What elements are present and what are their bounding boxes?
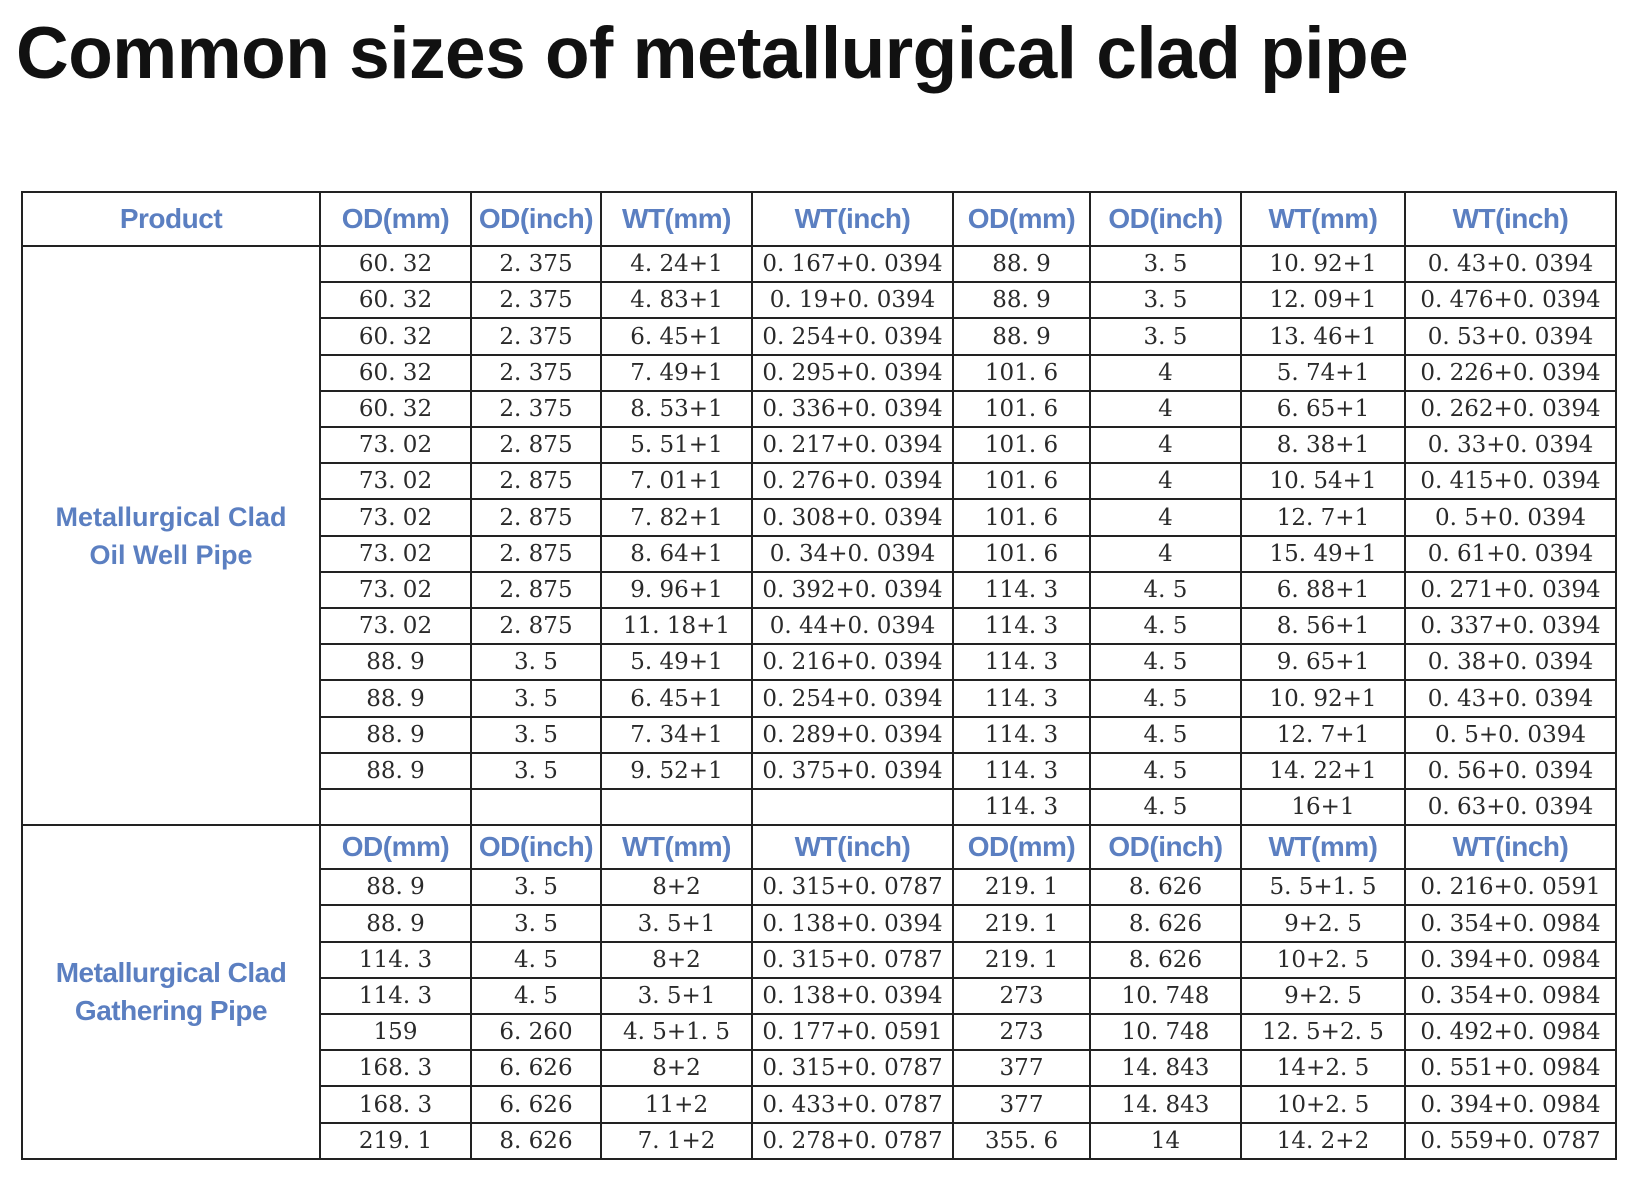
table-cell: 16+1	[1241, 789, 1405, 825]
table-cell: 0. 5+0. 0394	[1405, 499, 1616, 535]
table-cell: 8. 56+1	[1241, 608, 1405, 644]
table-cell: 10+2. 5	[1241, 1086, 1405, 1122]
column-header: OD(mm)	[953, 192, 1090, 246]
table-cell: 8+2	[601, 1050, 752, 1086]
table-cell: 10. 748	[1090, 978, 1241, 1014]
table-cell: 4	[1090, 499, 1241, 535]
table-cell: 8. 626	[1090, 905, 1241, 941]
table-cell: 4. 5	[1090, 717, 1241, 753]
table-cell: 12. 7+1	[1241, 499, 1405, 535]
column-header: WT(inch)	[752, 825, 953, 869]
table-cell: 14	[1090, 1123, 1241, 1159]
table-cell: 114. 3	[953, 572, 1090, 608]
table-cell: 0. 167+0. 0394	[752, 246, 953, 282]
table-cell: 4. 5	[1090, 572, 1241, 608]
table-cell: 6. 626	[471, 1086, 601, 1122]
table-cell: 159	[320, 1014, 471, 1050]
table-cell: 60. 32	[320, 246, 471, 282]
table-cell: 114. 3	[320, 942, 471, 978]
table-cell: 73. 02	[320, 499, 471, 535]
table-cell: 114. 3	[953, 789, 1090, 825]
table-cell: 219. 1	[953, 905, 1090, 941]
table-cell: 2. 375	[471, 355, 601, 391]
table-cell: 0. 216+0. 0394	[752, 644, 953, 680]
header-row	[22, 192, 1616, 246]
table-cell: 4. 5	[471, 942, 601, 978]
table-cell: 219. 1	[320, 1123, 471, 1159]
table-cell: 0. 433+0. 0787	[752, 1086, 953, 1122]
table-cell: 14. 843	[1090, 1086, 1241, 1122]
table-cell: 0. 308+0. 0394	[752, 499, 953, 535]
table-cell: 7. 1+2	[601, 1123, 752, 1159]
table-cell: 73. 02	[320, 463, 471, 499]
table-cell: 0. 276+0. 0394	[752, 463, 953, 499]
table-cell: 0. 295+0. 0394	[752, 355, 953, 391]
table-cell: 114. 3	[320, 978, 471, 1014]
table-cell: 4. 24+1	[601, 246, 752, 282]
table-cell: 14. 22+1	[1241, 753, 1405, 789]
table-cell: 7. 01+1	[601, 463, 752, 499]
table-cell: 60. 32	[320, 391, 471, 427]
table-cell: 88. 9	[320, 644, 471, 680]
table-body	[22, 192, 1616, 1159]
table-cell: 101. 6	[953, 463, 1090, 499]
table-cell: 0. 315+0. 0787	[752, 942, 953, 978]
table-cell: 0. 354+0. 0984	[1405, 905, 1616, 941]
table-cell: 5. 51+1	[601, 427, 752, 463]
table-row	[22, 246, 1616, 282]
table-cell: 273	[953, 1014, 1090, 1050]
column-header: WT(inch)	[1405, 192, 1616, 246]
product-name-line: Metallurgical Clad	[55, 501, 287, 532]
table-cell	[320, 789, 471, 825]
table-cell: 0. 44+0. 0394	[752, 608, 953, 644]
table-cell: 0. 63+0. 0394	[1405, 789, 1616, 825]
table-cell: 14. 2+2	[1241, 1123, 1405, 1159]
page-title: Common sizes of metallurgical clad pipe	[16, 13, 1409, 94]
table-cell: 3. 5	[471, 680, 601, 716]
table-cell: 73. 02	[320, 572, 471, 608]
table-cell: 0. 53+0. 0394	[1405, 318, 1616, 354]
table-cell: 6. 65+1	[1241, 391, 1405, 427]
table-cell: 4	[1090, 427, 1241, 463]
table-cell: 2. 375	[471, 246, 601, 282]
table-cell: 0. 138+0. 0394	[752, 905, 953, 941]
table-cell: 9+2. 5	[1241, 978, 1405, 1014]
table-cell: 4. 5	[471, 978, 601, 1014]
table-cell: 0. 392+0. 0394	[752, 572, 953, 608]
product-name-line: Gathering Pipe	[74, 995, 268, 1027]
table-cell: 6. 45+1	[601, 680, 752, 716]
table-cell: 9. 65+1	[1241, 644, 1405, 680]
table-cell: 0. 33+0. 0394	[1405, 427, 1616, 463]
table-cell: 10. 54+1	[1241, 463, 1405, 499]
table-cell: 355. 6	[953, 1123, 1090, 1159]
column-header: WT(mm)	[601, 825, 752, 869]
table-cell: 0. 34+0. 0394	[752, 536, 953, 572]
product-header: Product	[22, 192, 320, 246]
column-header: OD(inch)	[1090, 192, 1241, 246]
table-cell: 0. 278+0. 0787	[752, 1123, 953, 1159]
table-cell: 101. 6	[953, 427, 1090, 463]
table-cell: 73. 02	[320, 608, 471, 644]
table-cell: 0. 262+0. 0394	[1405, 391, 1616, 427]
table-cell: 5. 5+1. 5	[1241, 869, 1405, 905]
table-cell: 10. 92+1	[1241, 246, 1405, 282]
table-cell: 0. 551+0. 0984	[1405, 1050, 1616, 1086]
table-cell: 88. 9	[953, 246, 1090, 282]
table-cell: 10. 748	[1090, 1014, 1241, 1050]
table-cell: 0. 337+0. 0394	[1405, 608, 1616, 644]
table-cell: 2. 875	[471, 427, 601, 463]
table-cell: 219. 1	[953, 942, 1090, 978]
table-cell	[601, 789, 752, 825]
table-cell: 2. 875	[471, 499, 601, 535]
table-cell: 0. 177+0. 0591	[752, 1014, 953, 1050]
column-header: WT(mm)	[601, 192, 752, 246]
table-cell: 5. 74+1	[1241, 355, 1405, 391]
pipe-size-table	[21, 191, 1617, 1160]
table-cell	[752, 789, 953, 825]
table-cell: 2. 875	[471, 608, 601, 644]
table-cell: 73. 02	[320, 427, 471, 463]
table-cell: 3. 5	[471, 644, 601, 680]
table-cell: 3. 5+1	[601, 978, 752, 1014]
table-cell: 0. 43+0. 0394	[1405, 680, 1616, 716]
column-header: WT(inch)	[1405, 825, 1616, 869]
table-cell: 60. 32	[320, 282, 471, 318]
column-header: OD(inch)	[1090, 825, 1241, 869]
table-cell: 13. 46+1	[1241, 318, 1405, 354]
table-cell: 2. 375	[471, 318, 601, 354]
header-row	[22, 825, 1616, 869]
table-cell: 114. 3	[953, 608, 1090, 644]
table-cell: 0. 559+0. 0787	[1405, 1123, 1616, 1159]
table-cell: 4. 5	[1090, 753, 1241, 789]
table-cell: 8. 626	[471, 1123, 601, 1159]
table-cell: 377	[953, 1086, 1090, 1122]
table-cell: 60. 32	[320, 318, 471, 354]
table-cell: 0. 254+0. 0394	[752, 318, 953, 354]
table-cell: 0. 217+0. 0394	[752, 427, 953, 463]
table-cell: 4. 5+1. 5	[601, 1014, 752, 1050]
table-cell: 0. 56+0. 0394	[1405, 753, 1616, 789]
table-cell: 273	[953, 978, 1090, 1014]
product-name-line: Oil Well Pipe	[89, 539, 253, 570]
table-cell: 10+2. 5	[1241, 942, 1405, 978]
table-cell: 88. 9	[320, 717, 471, 753]
table-cell: 4. 5	[1090, 644, 1241, 680]
table-cell: 88. 9	[320, 869, 471, 905]
table-cell: 114. 3	[953, 753, 1090, 789]
table-cell: 2. 375	[471, 391, 601, 427]
table-cell: 168. 3	[320, 1050, 471, 1086]
table-cell: 0. 415+0. 0394	[1405, 463, 1616, 499]
table-cell: 3. 5	[471, 869, 601, 905]
table-cell: 3. 5	[471, 717, 601, 753]
table-cell: 0. 315+0. 0787	[752, 869, 953, 905]
table-cell: 8. 53+1	[601, 391, 752, 427]
table-cell: 2. 875	[471, 572, 601, 608]
table-cell: 0. 226+0. 0394	[1405, 355, 1616, 391]
table-cell: 88. 9	[320, 905, 471, 941]
table-cell: 88. 9	[320, 680, 471, 716]
column-header: OD(inch)	[471, 825, 601, 869]
table-cell: 12. 09+1	[1241, 282, 1405, 318]
table-cell: 3. 5	[471, 905, 601, 941]
column-header: WT(mm)	[1241, 825, 1405, 869]
table-cell: 0. 336+0. 0394	[752, 391, 953, 427]
table-cell: 12. 7+1	[1241, 717, 1405, 753]
table-cell: 9+2. 5	[1241, 905, 1405, 941]
table-cell: 5. 49+1	[601, 644, 752, 680]
table-cell: 8. 64+1	[601, 536, 752, 572]
table-cell: 168. 3	[320, 1086, 471, 1122]
table-cell: 88. 9	[320, 753, 471, 789]
table-cell: 101. 6	[953, 355, 1090, 391]
table-cell: 0. 315+0. 0787	[752, 1050, 953, 1086]
table-cell: 3. 5	[1090, 318, 1241, 354]
table-cell: 4	[1090, 536, 1241, 572]
table-cell: 0. 476+0. 0394	[1405, 282, 1616, 318]
table-cell: 7. 82+1	[601, 499, 752, 535]
table-cell: 15. 49+1	[1241, 536, 1405, 572]
product-name-line: Metallurgical Clad	[55, 957, 287, 989]
table-cell: 4. 83+1	[601, 282, 752, 318]
table-cell: 0. 394+0. 0984	[1405, 942, 1616, 978]
table-cell: 4. 5	[1090, 789, 1241, 825]
table-cell: 4	[1090, 355, 1241, 391]
table-cell: 0. 271+0. 0394	[1405, 572, 1616, 608]
table-cell: 2. 375	[471, 282, 601, 318]
table-cell: 4	[1090, 391, 1241, 427]
table-cell: 0. 38+0. 0394	[1405, 644, 1616, 680]
table-cell: 0. 5+0. 0394	[1405, 717, 1616, 753]
table-cell: 4	[1090, 463, 1241, 499]
table-cell: 4. 5	[1090, 680, 1241, 716]
table-cell: 60. 32	[320, 355, 471, 391]
table-cell: 3. 5	[1090, 282, 1241, 318]
table-cell: 9. 96+1	[601, 572, 752, 608]
table-cell: 4. 5	[1090, 608, 1241, 644]
table-cell: 114. 3	[953, 644, 1090, 680]
table-cell: 8. 626	[1090, 869, 1241, 905]
column-header: WT(inch)	[752, 192, 953, 246]
table-cell: 0. 254+0. 0394	[752, 680, 953, 716]
table-cell: 101. 6	[953, 499, 1090, 535]
table-cell: 6. 626	[471, 1050, 601, 1086]
table-cell: 7. 49+1	[601, 355, 752, 391]
table-cell: 8+2	[601, 869, 752, 905]
table-cell: 377	[953, 1050, 1090, 1086]
table-cell: 219. 1	[953, 869, 1090, 905]
table-cell: 8. 38+1	[1241, 427, 1405, 463]
table-cell: 11. 18+1	[601, 608, 752, 644]
table-cell: 2. 875	[471, 536, 601, 572]
table-cell: 88. 9	[953, 282, 1090, 318]
column-header: WT(mm)	[1241, 192, 1405, 246]
table-cell: 0. 43+0. 0394	[1405, 246, 1616, 282]
table-cell: 14+2. 5	[1241, 1050, 1405, 1086]
product-name-cell	[22, 246, 320, 825]
column-header: OD(mm)	[320, 192, 471, 246]
table-cell: 0. 61+0. 0394	[1405, 536, 1616, 572]
product-name-cell	[22, 825, 320, 1159]
table-cell: 88. 9	[953, 318, 1090, 354]
column-header: OD(mm)	[953, 825, 1090, 869]
table-cell: 7. 34+1	[601, 717, 752, 753]
table-cell: 0. 375+0. 0394	[752, 753, 953, 789]
table-cell: 73. 02	[320, 536, 471, 572]
table-cell: 8. 626	[1090, 942, 1241, 978]
table-cell: 101. 6	[953, 536, 1090, 572]
table-cell: 11+2	[601, 1086, 752, 1122]
table-cell: 3. 5	[471, 753, 601, 789]
column-header: OD(mm)	[320, 825, 471, 869]
table-cell: 6. 260	[471, 1014, 601, 1050]
table-cell: 3. 5+1	[601, 905, 752, 941]
table-cell: 0. 492+0. 0984	[1405, 1014, 1616, 1050]
table-cell: 8+2	[601, 942, 752, 978]
table-cell: 114. 3	[953, 680, 1090, 716]
table-cell: 0. 216+0. 0591	[1405, 869, 1616, 905]
table-cell: 0. 138+0. 0394	[752, 978, 953, 1014]
table-cell: 3. 5	[1090, 246, 1241, 282]
table-cell: 10. 92+1	[1241, 680, 1405, 716]
table-cell: 14. 843	[1090, 1050, 1241, 1086]
table-cell: 2. 875	[471, 463, 601, 499]
table-cell: 9. 52+1	[601, 753, 752, 789]
table-cell: 0. 394+0. 0984	[1405, 1086, 1616, 1122]
table-cell: 101. 6	[953, 391, 1090, 427]
table-cell	[471, 789, 601, 825]
table-cell: 12. 5+2. 5	[1241, 1014, 1405, 1050]
column-header: OD(inch)	[471, 192, 601, 246]
table-cell: 6. 88+1	[1241, 572, 1405, 608]
table-cell: 0. 19+0. 0394	[752, 282, 953, 318]
table-cell: 114. 3	[953, 717, 1090, 753]
table-cell: 0. 289+0. 0394	[752, 717, 953, 753]
table-cell: 0. 354+0. 0984	[1405, 978, 1616, 1014]
table-cell: 6. 45+1	[601, 318, 752, 354]
